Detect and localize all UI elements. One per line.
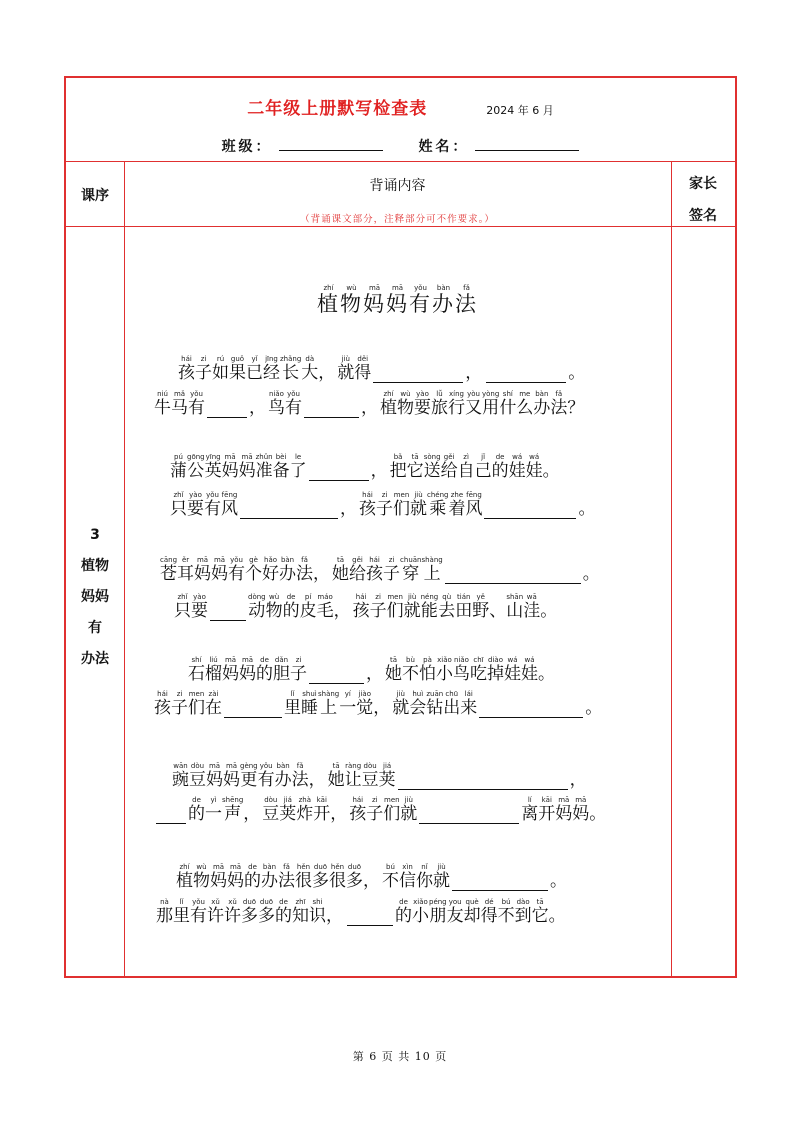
passage-line — [172, 762, 589, 790]
pinyin-text: 孩hái子zi们men在zài — [154, 690, 222, 718]
answer-blank[interactable] — [210, 604, 246, 621]
pinyin-text: 的de小xiǎo朋péng友you却què得dé不bú到dào它tā — [395, 898, 549, 926]
answer-blank[interactable] — [486, 366, 566, 383]
punctuation: ， — [373, 698, 393, 718]
answer-blank[interactable] — [207, 401, 247, 418]
class-field[interactable] — [279, 140, 383, 151]
pinyin-text: 她tā让ràng豆dòu荚jiá — [327, 762, 396, 790]
answer-blank[interactable] — [309, 667, 364, 684]
passage-line — [188, 656, 557, 684]
punctuation: 。 — [568, 363, 588, 383]
lesson-name-line: 有 — [88, 620, 102, 636]
punctuation: ， — [465, 363, 485, 383]
pinyin-text: 离lí开kāi妈mā妈mā — [521, 796, 590, 824]
pinyin-text: 蒲pú公gōng英yīng妈mā妈mā准zhǔn备bèi了le — [170, 453, 307, 481]
pinyin-text: 植zhí物wù妈mā妈mā有yǒu办bàn法fǎ — [317, 284, 478, 316]
lesson-name-line: 办法 — [81, 651, 109, 667]
pinyin-text: 那nà里lǐ有yǒu许xǔ许xǔ多duō多duō的de知zhī识shi — [156, 898, 326, 926]
pinyin-text: 鸟niǎo有yǒu — [268, 390, 302, 418]
answer-blank[interactable] — [224, 701, 282, 718]
punctuation: ， — [569, 770, 589, 790]
sign-col-header-1: 家长 — [689, 176, 717, 192]
passage-line — [156, 898, 568, 926]
punctuation: ， — [330, 804, 350, 824]
answer-blank[interactable] — [479, 701, 583, 718]
content-note: （背诵课文部分，注释部分可不作要求。） — [300, 214, 495, 225]
answer-blank[interactable] — [452, 874, 548, 891]
sign-col-header-2: 签名 — [689, 208, 717, 224]
pinyin-text: 孩hái子zi如rú果guǒ已yǐ经jīng长zhǎng大dà — [178, 355, 319, 383]
punctuation: 。 — [538, 664, 557, 684]
student-info-row — [66, 136, 735, 156]
answer-blank[interactable] — [398, 773, 568, 790]
pinyin-text: 石shí榴liú妈mā妈mā的de胆dǎn子zi — [188, 656, 307, 684]
punctuation: 。 — [582, 564, 602, 584]
class-label: 班级： — [221, 139, 273, 155]
punctuation: ， — [318, 363, 338, 383]
pinyin-text: 植zhí物wù妈mā妈mā的de办bàn法fǎ很hěn多duō很hěn多duō — [176, 863, 363, 891]
passage-line — [154, 690, 604, 718]
pinyin-text: 豆dòu荚jiá炸zhà开kāi — [262, 796, 331, 824]
pinyin-text: 就jiù得děi — [337, 355, 372, 383]
pinyin-text: 苍cāng耳ěr妈mā妈mā有yǒu个gè好hǎo办bàn法fǎ — [160, 556, 314, 584]
passage-line — [176, 863, 569, 891]
pinyin-text: 只zhǐ要yào — [174, 593, 208, 621]
pinyin-text: 动dòng物wù的de皮pí毛máo — [248, 593, 334, 621]
passage-line — [178, 355, 587, 383]
pinyin-text: 她tā给gěi孩hái子zi穿chuān上shàng — [332, 556, 443, 584]
pinyin-text: 只zhǐ要yào有yǒu风fēng — [170, 491, 238, 519]
lesson-name-line: 妈妈 — [81, 589, 109, 605]
content-col-header: 背诵内容 — [369, 178, 426, 194]
name-label: 姓名： — [418, 139, 470, 155]
answer-blank[interactable] — [347, 909, 393, 926]
answer-blank[interactable] — [419, 807, 519, 824]
passage-line — [160, 556, 602, 584]
punctuation: ， — [370, 461, 390, 481]
lesson-name-line: 植物 — [81, 558, 109, 574]
punctuation: ， — [361, 398, 380, 418]
punctuation: 。 — [578, 499, 598, 519]
answer-blank[interactable] — [484, 502, 576, 519]
pinyin-text: 孩hái子zi们men就jiù — [349, 796, 418, 824]
passage-line — [174, 593, 559, 621]
lesson-number: 3 — [90, 527, 100, 543]
answer-blank[interactable] — [240, 502, 338, 519]
punctuation: 。 — [548, 906, 568, 926]
pinyin-text: 孩hái子zi们men就jiù能néng去qù田tián野yě、山shān洼wā — [352, 593, 541, 621]
pinyin-text: 把bǎ它tā送sòng给gěi自zì己jǐ的de娃wá娃wá — [389, 453, 543, 481]
pinyin-text: 就jiù会huì钻zuān出chū来lái — [392, 690, 478, 718]
pinyin-text: 植zhí物wù要yào旅lǚ行xíng又yòu用yòng什shí么me办bàn法fǎ — [380, 390, 568, 418]
punctuation: ， — [363, 871, 382, 891]
punctuation: ， — [313, 564, 333, 584]
answer-blank[interactable] — [304, 401, 359, 418]
punctuation: 。 — [542, 461, 562, 481]
punctuation: ， — [340, 499, 359, 519]
lesson-col-header: 课序 — [81, 188, 109, 204]
header-title-row — [66, 94, 735, 119]
punctuation: ， — [308, 770, 328, 790]
answer-blank[interactable] — [445, 567, 581, 584]
answer-blank[interactable] — [309, 464, 369, 481]
name-field[interactable] — [475, 140, 579, 151]
check-table — [64, 76, 737, 978]
pinyin-text: 的de一yì声shēng — [188, 796, 244, 824]
pinyin-text: 牛niú马mǎ有yǒu — [154, 390, 205, 418]
punctuation: ， — [326, 906, 345, 926]
divider — [671, 161, 672, 976]
answer-blank[interactable] — [156, 807, 186, 824]
passage-line — [170, 491, 597, 519]
punctuation: 。 — [589, 804, 609, 824]
punctuation: 。 — [585, 698, 605, 718]
pinyin-text: 她tā不bù怕pà小xiǎo鸟niǎo吃chī掉diào娃wá娃wá — [385, 656, 538, 684]
punctuation: ？ — [567, 398, 587, 418]
passage-line — [154, 796, 608, 824]
page-title: 二年级上册默写检查表 — [247, 99, 428, 119]
punctuation: 。 — [550, 871, 569, 891]
punctuation: ， — [333, 601, 353, 621]
lesson-cell — [66, 520, 124, 675]
passage-title — [124, 284, 671, 318]
divider — [66, 161, 735, 162]
page-footer: 第 6 页 共 10 页 — [352, 1050, 448, 1063]
punctuation: ， — [243, 804, 263, 824]
passage-line — [154, 390, 586, 418]
answer-blank[interactable] — [373, 366, 463, 383]
pinyin-text: 里lǐ睡shuì上shàng一yí觉jiào — [284, 690, 374, 718]
date-label: 2024 年 6 月 — [486, 104, 554, 117]
pinyin-text: 不bú信xìn你nǐ就jiù — [382, 863, 450, 891]
pinyin-text: 豌wān豆dòu妈mā妈mā更gèng有yǒu办bàn法fǎ — [172, 762, 309, 790]
pinyin-text: 孩hái子zi们men就jiù乘chéng着zhe风fēng — [359, 491, 483, 519]
punctuation: ， — [366, 664, 385, 684]
divider — [66, 226, 735, 227]
punctuation: ， — [249, 398, 268, 418]
passage-line — [170, 453, 562, 481]
punctuation: 。 — [540, 601, 560, 621]
